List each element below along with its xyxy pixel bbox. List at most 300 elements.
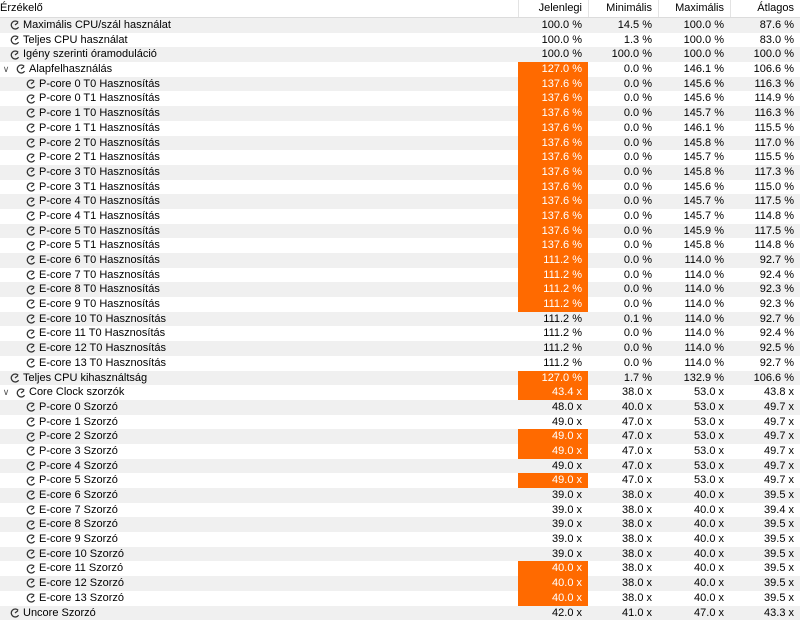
sensor-name-cell — [26, 326, 165, 341]
average-value: 39.5 x — [764, 591, 794, 604]
current-value: 39.0 x — [552, 533, 582, 546]
average-value: 100.0 % — [753, 48, 794, 61]
sensor-label: Igény szerinti óramoduláció — [23, 48, 157, 61]
average-value: 114.8 % — [754, 239, 794, 252]
minimum-value: 0.0 % — [623, 165, 652, 178]
table-row[interactable] — [0, 297, 800, 312]
current-value: 40.0 x — [518, 561, 588, 576]
maximum-value: 40.0 x — [694, 533, 724, 546]
sensor-label: P-core 5 T1 Hasznosítás — [39, 239, 160, 252]
table-row[interactable] — [0, 400, 800, 415]
gauge-icon — [26, 402, 36, 412]
current-value: 137.6 % — [518, 91, 588, 106]
sensor-name-cell — [26, 180, 160, 195]
sensor-label: P-core 1 Szorzó — [39, 415, 118, 428]
sensor-name-cell — [26, 209, 160, 224]
maximum-value: 40.0 x — [694, 577, 724, 590]
column-header-sensor[interactable]: Érzékelő — [0, 2, 43, 14]
current-value: 111.2 % — [543, 327, 582, 340]
gauge-icon — [26, 270, 36, 280]
gauge-icon — [16, 388, 26, 398]
current-value: 40.0 x — [518, 591, 588, 606]
average-value: 49.7 x — [764, 430, 794, 443]
gauge-icon — [26, 123, 36, 133]
current-value: 127.0 % — [518, 62, 588, 77]
gauge-icon — [26, 549, 36, 559]
maximum-value: 53.0 x — [694, 415, 724, 428]
maximum-value: 145.6 % — [683, 92, 724, 105]
maximum-value: 100.0 % — [683, 33, 724, 46]
average-value: 92.7 % — [759, 254, 794, 266]
sensor-label: Maximális CPU/szál használat — [23, 19, 171, 31]
sensor-name-cell — [26, 106, 160, 121]
gauge-icon — [26, 578, 36, 588]
sensor-label: P-core 3 Szorzó — [39, 444, 118, 457]
minimum-value: 38.0 x — [622, 547, 652, 560]
sensor-name-cell — [26, 341, 166, 356]
sensor-label: P-core 0 T1 Hasznosítás — [39, 92, 160, 105]
table-row[interactable] — [0, 326, 800, 341]
table-row[interactable] — [0, 444, 800, 459]
minimum-value: 0.0 % — [623, 180, 652, 193]
maximum-value: 145.8 % — [683, 136, 724, 149]
minimum-value: 0.0 % — [623, 63, 652, 76]
sensor-label: P-core 5 T0 Hasznosítás — [39, 224, 160, 237]
current-value: 40.0 x — [518, 576, 588, 591]
gauge-icon — [26, 79, 36, 89]
gauge-icon — [26, 153, 36, 163]
maximum-value: 145.7 % — [683, 151, 724, 164]
sensor-name-cell — [26, 459, 118, 474]
sensor-label: P-core 0 Szorzó — [39, 400, 118, 413]
table-row[interactable] — [0, 606, 800, 621]
maximum-value: 53.0 x — [694, 459, 724, 472]
sensor-name-cell — [26, 268, 160, 283]
minimum-value: 0.0 % — [623, 327, 652, 340]
current-value: 39.0 x — [552, 547, 582, 560]
gauge-icon — [26, 417, 36, 427]
sensor-label: P-core 5 Szorzó — [39, 474, 118, 487]
maximum-value: 145.8 % — [683, 165, 724, 178]
sensor-label: E-core 10 Szorzó — [39, 547, 124, 560]
sensor-label: E-core 11 Szorzó — [39, 562, 124, 575]
minimum-value: 1.7 % — [623, 371, 652, 384]
average-value: 106.6 % — [753, 63, 794, 76]
average-value: 39.5 x — [764, 533, 794, 546]
gauge-icon — [26, 476, 36, 486]
sensor-name-cell — [26, 165, 160, 180]
gauge-icon — [26, 108, 36, 118]
maximum-value: 145.7 % — [683, 209, 724, 222]
sensor-label: P-core 2 T1 Hasznosítás — [39, 151, 160, 164]
minimum-value: 38.0 x — [622, 591, 652, 604]
sensor-label: E-core 6 T0 Hasznosítás — [39, 254, 160, 266]
minimum-value: 0.0 % — [623, 283, 652, 296]
gauge-icon — [26, 226, 36, 236]
maximum-value: 114.0 % — [684, 356, 724, 369]
sensor-label: P-core 4 T0 Hasznosítás — [39, 195, 160, 208]
table-row[interactable] — [0, 268, 800, 283]
gauge-icon — [26, 490, 36, 500]
current-value: 137.6 % — [518, 209, 588, 224]
sensor-name-cell — [26, 591, 124, 606]
column-header-minimum[interactable]: Minimális — [588, 0, 658, 17]
average-value: 92.3 % — [759, 283, 794, 296]
average-value: 106.6 % — [753, 371, 794, 384]
current-value: 48.0 x — [552, 400, 582, 413]
average-value: 92.5 % — [759, 342, 794, 355]
average-value: 49.7 x — [764, 444, 794, 457]
chevron-down-icon[interactable]: ∨ — [2, 387, 10, 398]
maximum-value: 114.0 % — [684, 327, 724, 340]
gauge-icon — [26, 358, 36, 368]
average-value: 114.9 % — [754, 92, 794, 105]
sensor-label: E-core 9 Szorzó — [39, 533, 118, 546]
minimum-value: 47.0 x — [622, 444, 652, 457]
table-row[interactable] — [0, 312, 800, 327]
table-row[interactable] — [0, 488, 800, 503]
average-value: 49.7 x — [764, 400, 794, 413]
maximum-value: 40.0 x — [694, 503, 724, 516]
current-value: 111.2 % — [543, 312, 582, 325]
sensor-label: E-core 8 Szorzó — [39, 518, 118, 531]
average-value: 116.3 % — [754, 107, 794, 120]
table-row[interactable] — [0, 576, 800, 591]
table-row[interactable] — [0, 209, 800, 224]
sensor-label: E-core 13 T0 Hasznosítás — [39, 356, 166, 369]
table-row[interactable] — [0, 165, 800, 180]
minimum-value: 0.0 % — [623, 224, 652, 237]
maximum-value: 53.0 x — [694, 474, 724, 487]
average-value: 49.7 x — [764, 415, 794, 428]
average-value: 83.0 % — [759, 33, 794, 46]
current-value: 49.0 x — [518, 473, 588, 488]
average-value: 39.4 x — [764, 503, 794, 516]
minimum-value: 14.5 % — [617, 19, 652, 31]
maximum-value: 100.0 % — [683, 48, 724, 61]
current-value: 137.6 % — [518, 106, 588, 121]
sensor-name-cell — [10, 606, 96, 621]
gauge-icon — [26, 197, 36, 207]
minimum-value: 38.0 x — [622, 577, 652, 590]
sensor-name-cell — [26, 356, 166, 371]
sensor-name-cell — [26, 488, 118, 503]
sensor-label: E-core 8 T0 Hasznosítás — [39, 283, 160, 296]
sensor-name-cell — [26, 547, 124, 562]
table-row[interactable] — [0, 77, 800, 92]
sensor-name-cell — [10, 371, 147, 386]
sensor-label: E-core 7 Szorzó — [39, 503, 118, 516]
average-value: 49.7 x — [764, 459, 794, 472]
table-row[interactable] — [0, 18, 800, 33]
current-value: 49.0 x — [552, 415, 582, 428]
table-row[interactable] — [0, 238, 800, 253]
sensor-label: P-core 0 T0 Hasznosítás — [39, 77, 160, 90]
sensor-name-cell — [26, 561, 123, 576]
sensor-name-cell — [26, 400, 118, 415]
minimum-value: 0.0 % — [623, 151, 652, 164]
sensor-rows — [0, 18, 800, 620]
minimum-value: 1.3 % — [623, 33, 652, 46]
sensor-label: P-core 1 T0 Hasznosítás — [39, 107, 160, 120]
minimum-value: 47.0 x — [622, 430, 652, 443]
current-value: 49.0 x — [552, 459, 582, 472]
current-value: 111.2 % — [518, 282, 588, 297]
maximum-value: 40.0 x — [694, 489, 724, 501]
table-row[interactable] — [0, 429, 800, 444]
current-value: 42.0 x — [552, 606, 582, 619]
table-row[interactable] — [0, 121, 800, 136]
maximum-value: 146.1 % — [683, 63, 724, 76]
gauge-icon — [26, 520, 36, 530]
average-value: 117.5 % — [754, 224, 794, 237]
average-value: 92.4 % — [759, 268, 794, 281]
sensor-name-cell — [10, 33, 128, 48]
current-value: 49.0 x — [518, 444, 588, 459]
table-row[interactable] — [0, 194, 800, 209]
minimum-value: 0.0 % — [623, 107, 652, 120]
table-row[interactable] — [0, 517, 800, 532]
minimum-value: 38.0 x — [622, 518, 652, 531]
sensor-label: E-core 12 T0 Hasznosítás — [39, 342, 166, 355]
average-value: 49.7 x — [764, 474, 794, 487]
column-header-current[interactable]: Jelenlegi — [518, 0, 588, 17]
sensor-name-cell — [26, 415, 118, 430]
average-value: 117.3 % — [754, 165, 794, 178]
table-row[interactable] — [0, 91, 800, 106]
current-value: 111.2 % — [518, 297, 588, 312]
gauge-icon — [26, 211, 36, 221]
table-row[interactable] — [0, 415, 800, 430]
gauge-icon — [26, 564, 36, 574]
table-row[interactable] — [0, 341, 800, 356]
sensor-label: P-core 2 T0 Hasznosítás — [39, 136, 160, 149]
sensor-label: P-core 4 Szorzó — [39, 459, 118, 472]
maximum-value: 53.0 x — [694, 444, 724, 457]
minimum-value: 38.0 x — [622, 503, 652, 516]
sensor-name-cell — [10, 18, 171, 33]
gauge-icon — [26, 182, 36, 192]
current-value: 137.6 % — [518, 136, 588, 151]
sensor-name-cell — [26, 77, 160, 92]
minimum-value: 0.0 % — [623, 342, 652, 355]
current-value: 111.2 % — [543, 356, 582, 369]
column-header-average[interactable]: Átlagos — [730, 0, 800, 17]
sensor-label: P-core 3 T0 Hasznosítás — [39, 165, 160, 178]
column-header-maximum[interactable]: Maximális — [658, 0, 730, 17]
minimum-value: 38.0 x — [622, 386, 652, 399]
gauge-icon — [26, 167, 36, 177]
table-row[interactable] — [0, 371, 800, 386]
table-row[interactable] — [0, 385, 800, 400]
table-row[interactable] — [0, 459, 800, 474]
gauge-icon — [26, 461, 36, 471]
table-row[interactable] — [0, 47, 800, 62]
maximum-value: 40.0 x — [694, 591, 724, 604]
gauge-icon — [26, 593, 36, 603]
sensor-label: E-core 10 T0 Hasznosítás — [39, 312, 166, 325]
sensor-label: Alapfelhasználás — [29, 63, 113, 76]
sensor-label: P-core 4 T1 Hasznosítás — [39, 209, 160, 222]
average-value: 115.5 % — [754, 121, 794, 134]
average-value: 115.5 % — [754, 151, 794, 164]
average-value: 116.3 % — [754, 77, 794, 90]
table-row[interactable] — [0, 282, 800, 297]
average-value: 115.0 % — [754, 180, 794, 193]
sensor-name-cell — [26, 150, 160, 165]
average-value: 117.5 % — [754, 195, 794, 208]
gauge-icon — [26, 94, 36, 104]
gauge-icon — [26, 314, 36, 324]
gauge-icon — [10, 608, 20, 618]
sensor-name-cell — [26, 224, 160, 239]
current-value: 111.2 % — [543, 342, 582, 355]
current-value: 111.2 % — [518, 253, 588, 268]
average-value: 39.5 x — [764, 518, 794, 531]
table-header — [0, 0, 800, 18]
sensor-name-cell — [26, 473, 118, 488]
average-value: 39.5 x — [764, 489, 794, 501]
sensor-name-cell — [26, 194, 160, 209]
current-value: 100.0 % — [541, 48, 582, 61]
maximum-value: 40.0 x — [694, 518, 724, 531]
average-value: 114.8 % — [754, 209, 794, 222]
average-value: 117.0 % — [754, 136, 794, 149]
sensor-name-cell — [26, 532, 118, 547]
sensor-label: E-core 9 T0 Hasznosítás — [39, 298, 160, 311]
table-row[interactable] — [0, 591, 800, 606]
table-row[interactable] — [0, 106, 800, 121]
current-value: 137.6 % — [518, 121, 588, 136]
average-value: 39.5 x — [764, 547, 794, 560]
maximum-value: 114.0 % — [684, 312, 724, 325]
gauge-icon — [26, 255, 36, 265]
current-value: 43.4 x — [518, 385, 588, 400]
gauge-icon — [26, 329, 36, 339]
sensor-label: Core Clock szorzók — [29, 386, 125, 399]
sensor-name-cell — [26, 91, 160, 106]
maximum-value: 114.0 % — [684, 298, 724, 311]
minimum-value: 0.0 % — [623, 298, 652, 311]
maximum-value: 146.1 % — [683, 121, 724, 134]
sensor-name-cell — [26, 517, 118, 532]
maximum-value: 114.0 % — [684, 254, 724, 266]
sensor-label: Uncore Szorzó — [23, 606, 96, 619]
sensor-name-cell — [26, 238, 160, 253]
table-row[interactable] — [0, 253, 800, 268]
sensor-label: P-core 3 T1 Hasznosítás — [39, 180, 160, 193]
current-value: 137.6 % — [518, 77, 588, 92]
table-row[interactable] — [0, 224, 800, 239]
minimum-value: 0.0 % — [623, 356, 652, 369]
table-row[interactable] — [0, 547, 800, 562]
minimum-value: 0.0 % — [623, 268, 652, 281]
table-row[interactable] — [0, 33, 800, 48]
minimum-value: 38.0 x — [622, 489, 652, 501]
maximum-value: 114.0 % — [684, 268, 724, 281]
gauge-icon — [26, 505, 36, 515]
maximum-value: 145.7 % — [683, 107, 724, 120]
chevron-down-icon[interactable]: ∨ — [2, 64, 10, 75]
gauge-icon — [10, 20, 20, 30]
minimum-value: 38.0 x — [622, 562, 652, 575]
sensor-label: E-core 7 T0 Hasznosítás — [39, 268, 160, 281]
sensor-label: Teljes CPU használat — [23, 33, 128, 46]
sensor-name-cell — [26, 136, 160, 151]
table-row[interactable] — [0, 150, 800, 165]
gauge-icon — [26, 446, 36, 456]
gauge-icon — [10, 373, 20, 383]
maximum-value: 47.0 x — [694, 606, 724, 619]
minimum-value: 100.0 % — [611, 48, 652, 61]
maximum-value: 53.0 x — [694, 386, 724, 399]
minimum-value: 0.0 % — [623, 136, 652, 149]
minimum-value: 47.0 x — [622, 459, 652, 472]
table-row[interactable] — [0, 532, 800, 547]
table-row[interactable] — [0, 136, 800, 151]
maximum-value: 114.0 % — [684, 283, 724, 296]
average-value: 92.7 % — [759, 312, 794, 325]
current-value: 39.0 x — [552, 503, 582, 516]
minimum-value: 0.0 % — [623, 195, 652, 208]
sensor-name-cell — [26, 297, 160, 312]
table-row[interactable] — [0, 62, 800, 77]
gauge-icon — [16, 64, 26, 74]
minimum-value: 0.0 % — [623, 254, 652, 266]
maximum-value: 145.8 % — [683, 239, 724, 252]
sensor-name-cell — [26, 576, 124, 591]
gauge-icon — [26, 138, 36, 148]
table-row[interactable] — [0, 473, 800, 488]
sensor-label: E-core 6 Szorzó — [39, 489, 118, 501]
average-value: 87.6 % — [759, 19, 794, 31]
table-row[interactable] — [0, 503, 800, 518]
sensor-label: E-core 11 T0 Hasznosítás — [39, 327, 166, 340]
current-value: 39.0 x — [552, 518, 582, 531]
maximum-value: 53.0 x — [694, 400, 724, 413]
sensor-label: P-core 2 Szorzó — [39, 430, 118, 443]
sensor-name-cell — [26, 444, 118, 459]
maximum-value: 145.6 % — [683, 180, 724, 193]
table-row[interactable] — [0, 180, 800, 195]
minimum-value: 0.0 % — [623, 92, 652, 105]
sensor-label: E-core 13 Szorzó — [39, 591, 124, 604]
average-value: 92.4 % — [759, 327, 794, 340]
table-row[interactable] — [0, 356, 800, 371]
maximum-value: 145.7 % — [683, 195, 724, 208]
current-value: 111.2 % — [518, 268, 588, 283]
sensor-label: P-core 1 T1 Hasznosítás — [39, 121, 160, 134]
table-row[interactable] — [0, 561, 800, 576]
average-value: 39.5 x — [764, 577, 794, 590]
minimum-value: 0.0 % — [623, 239, 652, 252]
minimum-value: 47.0 x — [622, 415, 652, 428]
gauge-icon — [26, 241, 36, 251]
sensor-name-cell — [26, 312, 166, 327]
current-value: 137.6 % — [518, 238, 588, 253]
average-value: 92.7 % — [759, 356, 794, 369]
sensor-label: Teljes CPU kihasználtság — [23, 371, 148, 384]
sensor-name-cell — [0, 62, 112, 77]
sensor-name-cell — [26, 429, 118, 444]
current-value: 100.0 % — [541, 19, 582, 31]
maximum-value: 53.0 x — [694, 430, 724, 443]
gauge-icon — [26, 343, 36, 353]
minimum-value: 0.0 % — [623, 77, 652, 90]
average-value: 39.5 x — [764, 562, 794, 575]
current-value: 100.0 % — [541, 33, 582, 46]
sensor-label: E-core 12 Szorzó — [39, 577, 124, 590]
